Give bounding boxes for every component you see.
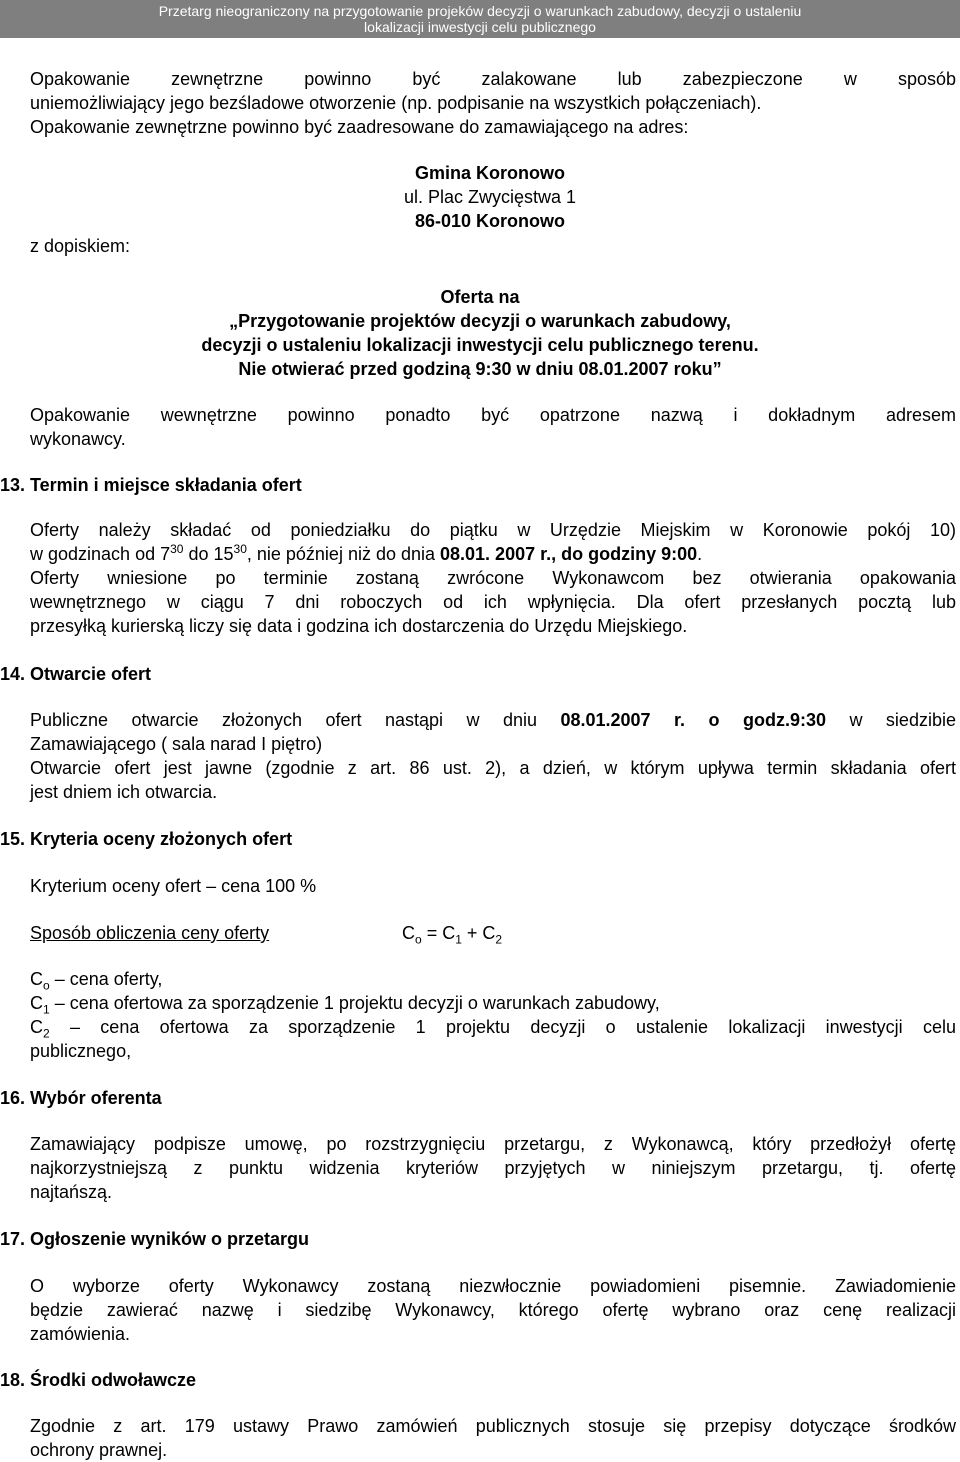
s14-line-4: jest dniem ich otwarcia. <box>30 782 218 802</box>
section-18-heading <box>0 1368 960 1392</box>
intro-paragraph <box>30 67 956 139</box>
address-line-2: ul. Plac Zwycięstwa 1 <box>403 187 577 207</box>
section-13-number: 13. <box>0 475 26 495</box>
section-16-body <box>30 1132 956 1204</box>
definition-c2: $C_2$ – cena ofertowa za sporządzenie 1 projektu decyzji o ustalenie lokalizacji inwestycji celu <box>30 1017 956 1041</box>
s13-line-4: wewnętrznego w ciągu 7 dni roboczych od ich wpłynięcia. Dla ofert przesłanych pocztą lub <box>30 592 956 612</box>
definition-c1: $C_1$ – cena ofertowa za sporządzenie 1 projektu decyzji o warunkach zabudowy, <box>30 993 660 1017</box>
section-14-title: Otwarcie ofert <box>30 664 152 684</box>
section-15-title: Kryteria oceny złożonych ofert <box>30 829 293 849</box>
address-line-3: 86-010 Koronowo <box>414 211 566 231</box>
s18-line-2: ochrony prawnej. <box>30 1440 168 1460</box>
section-18-body <box>30 1414 956 1462</box>
offer-title: Oferta na <box>440 287 520 307</box>
section-14-body <box>30 708 956 804</box>
section-18-title: Środki odwoławcze <box>30 1370 197 1390</box>
s16-line-2: najkorzystniejszą z punktu widzenia kryteriów przyjętych w niniejszym przetargu, tj. ofertę <box>30 1158 956 1178</box>
method-label: Sposób obliczenia ceny oferty <box>30 923 270 943</box>
section-17-title: Ogłoszenie wyników o przetargu <box>30 1229 310 1249</box>
section-14-number: 14. <box>0 664 26 684</box>
s18-line-1: Zgodnie z art. 179 ustawy Prawo zamówień publicznych stosuje się przepisy dotyczące środków <box>30 1416 956 1436</box>
section-16-heading <box>0 1086 960 1110</box>
section-15-number: 15. <box>0 829 26 849</box>
s17-line-1: O wyborze oferty Wykonawcy zostaną niezwłocznie powiadomieni pisemnie. Zawiadomienie <box>30 1276 956 1296</box>
section-16-title: Wybór oferenta <box>30 1088 162 1108</box>
section-14-heading <box>0 662 960 686</box>
price-formula: $C_o = C_1 + C_2$ <box>402 923 503 947</box>
s16-line-1: Zamawiający podpisze umowę, po rozstrzygnięciu przetargu, z Wykonawcą, który przedłożył ofertę <box>30 1134 956 1154</box>
section-13-body <box>30 518 956 638</box>
dopisek-label: z dopiskiem: <box>30 236 131 256</box>
section-17-body <box>30 1274 956 1346</box>
document-header <box>0 0 960 38</box>
address-block <box>390 161 590 233</box>
s16-line-3: najtańszą. <box>30 1182 113 1202</box>
method-row <box>30 921 956 945</box>
s17-line-2: będzie zawierać nazwę i siedzibę Wykonawcy, którego ofertę wybrano oraz cenę realizacji <box>30 1300 956 1320</box>
section-18-number: 18. <box>0 1370 26 1390</box>
s13-line-2: w godzinach od $7^{30}$ do $15^{30}$, nie później niż do dnia 08.01. 2007 r., do godziny 9:00. <box>30 542 703 564</box>
formula-definitions <box>30 967 956 1063</box>
s14-line-1: Publiczne otwarcie złożonych ofert nastąpi w dniu 08.01.2007 r. o godz.9:30 w siedzibie <box>30 710 956 730</box>
s14-line-3: Otwarcie ofert jest jawne (zgodnie z art. 86 ust. 2), a dzień, w którym upływa termin składania ofert <box>30 758 956 778</box>
s13-line-3: Oferty wniesione po terminie zostaną zwrócone Wykonawcom bez otwierania opakowania <box>30 568 956 588</box>
offer-line-1: „Przygotowanie projektów decyzji o warunkach zabudowy, <box>229 311 731 331</box>
offer-line-2: decyzji o ustaleniu lokalizacji inwestycji celu publicznego terenu. <box>201 335 759 355</box>
section-15-heading <box>0 827 960 851</box>
offer-label-block <box>0 285 960 381</box>
section-16-number: 16. <box>0 1088 26 1108</box>
header-line-2: lokalizacji inwestycji celu publicznego <box>364 19 596 35</box>
definition-co: $C_o$ – cena oferty, <box>30 969 163 993</box>
criterion-line: Kryterium oceny ofert – cena 100 % <box>30 876 317 896</box>
intro-line-2: uniemożliwiający jego bezśladowe otworzenie (np. podpisanie na wszystkich połączeniach). <box>30 93 762 113</box>
section-17-number: 17. <box>0 1229 26 1249</box>
inner-packaging-paragraph <box>30 403 956 451</box>
s17-line-3: zamówienia. <box>30 1324 131 1344</box>
offer-line-3: Nie otwierać przed godziną 9:30 w dniu 08.01.2007 roku” <box>238 359 722 379</box>
section-13-title: Termin i miejsce składania ofert <box>30 475 302 495</box>
section-17-heading <box>0 1227 960 1251</box>
inner-line-1: Opakowanie wewnętrzne powinno ponadto być opatrzone nazwą i dokładnym adresem <box>30 405 956 425</box>
address-line-1: Gmina Koronowo <box>415 163 565 183</box>
s13-line-5: przesyłką kurierską liczy się data i godzina ich dostarczenia do Urzędu Miejskiego. <box>30 616 688 636</box>
s14-line-2: Zamawiającego ( sala narad I piętro) <box>30 734 323 754</box>
section-13-heading <box>0 473 960 497</box>
inner-line-2: wykonawcy. <box>30 429 126 449</box>
definition-c2-cont: publicznego, <box>30 1041 132 1061</box>
s13-line-1: Oferty należy składać od poniedziałku do piątku w Urzędzie Miejskim w Koronowie pokój 10) <box>30 520 956 540</box>
intro-line-1: Opakowanie zewnętrzne powinno być zalakowane lub zabezpieczone w sposób <box>30 69 956 89</box>
intro-line-3: Opakowanie zewnętrzne powinno być zaadresowane do zamawiającego na adres: <box>30 117 689 137</box>
header-line-1: Przetarg nieograniczony na przygotowanie projeków decyzji o warunkach zabudowy, decyzji o ustaleniu <box>158 3 802 19</box>
